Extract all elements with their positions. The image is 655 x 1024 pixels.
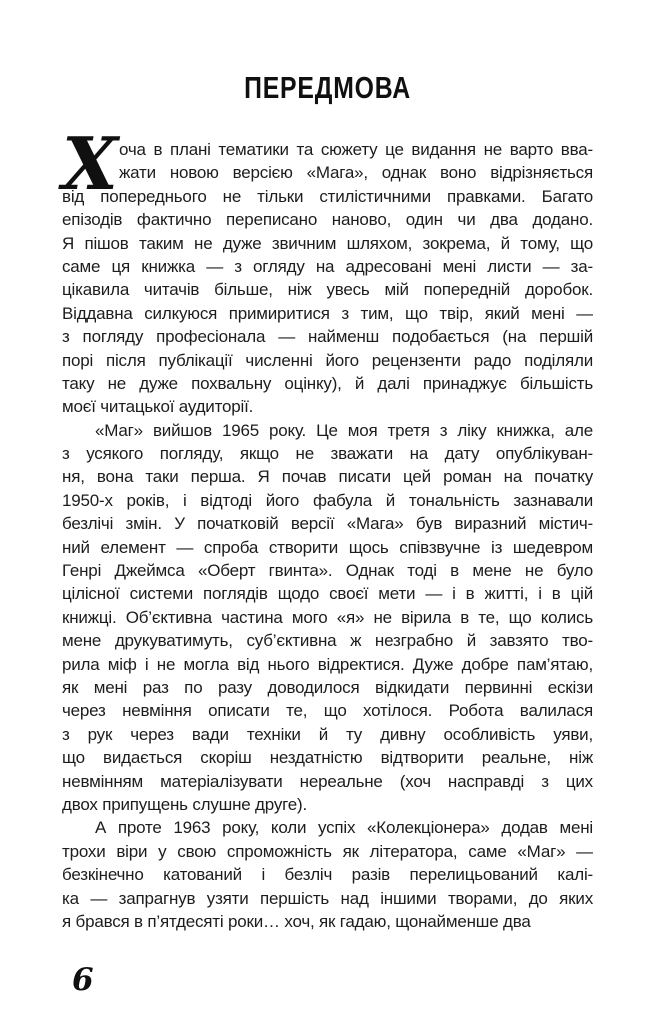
text-line: від попереднього не тільки стилістичними правками. Багато [62, 186, 593, 206]
paragraph [62, 816, 593, 933]
text-line: безлічі змін. У початковій версії «Мага» був виразний містич- [62, 514, 593, 534]
text-line: з погляду професіонала — найменш подобається (на першій [62, 327, 593, 347]
page-number: 6 [72, 962, 94, 998]
text-line: саме ця книжка — з огляду на адресовані мені листи — за- [62, 256, 593, 276]
text-line: мене друкуватимуть, суб’єктивна ж незграбно й завзято тво- [62, 631, 593, 651]
text-line: невмінням матеріалізувати нереальне (хоч насправді з цих [62, 771, 593, 791]
text-line: ний елемент — спроба створити щось співзвучне із шедевром [62, 537, 593, 557]
text-line: через невміння описати те, що хотілося. Робота валилася [62, 701, 593, 721]
text-line: цікавила читачів більше, ніж увесь мій попередній доробок. [62, 280, 593, 300]
text-line: ка — запрагнув узяти першість над іншими творами, до яких [62, 888, 593, 908]
text-line: «Маг» вийшов 1965 року. Це моя третя з ліку книжка, але [95, 420, 593, 440]
text-line: рила міф і не могла від нього відректися. Дуже добре пам’ятаю, [62, 654, 593, 674]
text-line: як мені раз по разу доводилося відкидати первинні ескізи [62, 677, 593, 697]
text-line: оча в плані тематики та сюжету це видання не варто вва- [119, 140, 593, 159]
text-body [62, 121, 593, 933]
text-line: двох припущень слушне друге). [62, 794, 307, 814]
text-line: 1950-х років, і відтоді його фабула й тональність зазнавали [62, 490, 593, 510]
text-line: я брався в п’ятдесяті роки… хоч, як гадаю, щонайменше два [62, 911, 531, 931]
text-line: цілісної системи поглядів щодо своєї мети — і в житті, і в цій [62, 584, 593, 604]
text-line: з рук через вади техніки й ту дивну особливість уяви, [62, 724, 593, 744]
drop-cap-letter: Х [62, 121, 118, 206]
text-line: книжці. Об’єктивна частина мого «я» не вірила в те, що колись [62, 607, 593, 627]
text-line: ня, вона таки перша. Я почав писати цей роман на початку [62, 467, 593, 487]
drop-cap [62, 121, 119, 206]
text-line: А проте 1963 року, коли успіх «Колекціонера» додав мені [95, 818, 593, 838]
text-line: Я пішов таким не дуже звичним шляхом, зокрема, й тому, що [62, 233, 593, 253]
chapter-title: ПЕРЕДМОВА [244, 70, 411, 105]
text-line: трохи віри у свою спроможність як літератора, саме «Маг» — [62, 841, 593, 861]
text-line: що видається скоріш нездатністю відтворити реальне, ніж [62, 748, 593, 768]
text-line: моєї читацької аудиторії. [62, 397, 254, 417]
text-line: Віддавна силкуюся примиритися з тим, що твір, який мені — [62, 303, 593, 323]
text-line: з усякого погляду, якщо не зважати на дату опублікуван- [62, 444, 593, 464]
text-line: епізодів фактично переписано наново, один чи два додано. [62, 210, 593, 230]
paragraph [62, 121, 593, 419]
text-line: безкінечно катований і безліч разів перелицьований калі- [62, 865, 593, 885]
text-line: Генрі Джеймса «Оберт гвинта». Однак тоді в мене не було [62, 561, 593, 581]
text-line: жати новою версією «Мага», однак воно відрізняється [119, 163, 593, 183]
paragraph [62, 419, 593, 817]
text-line: порі після публікації численні його рецензенти радо поділяли [62, 350, 593, 370]
text-line: таку не дуже похвальну оцінку), й далі принаджує більшість [62, 373, 593, 393]
